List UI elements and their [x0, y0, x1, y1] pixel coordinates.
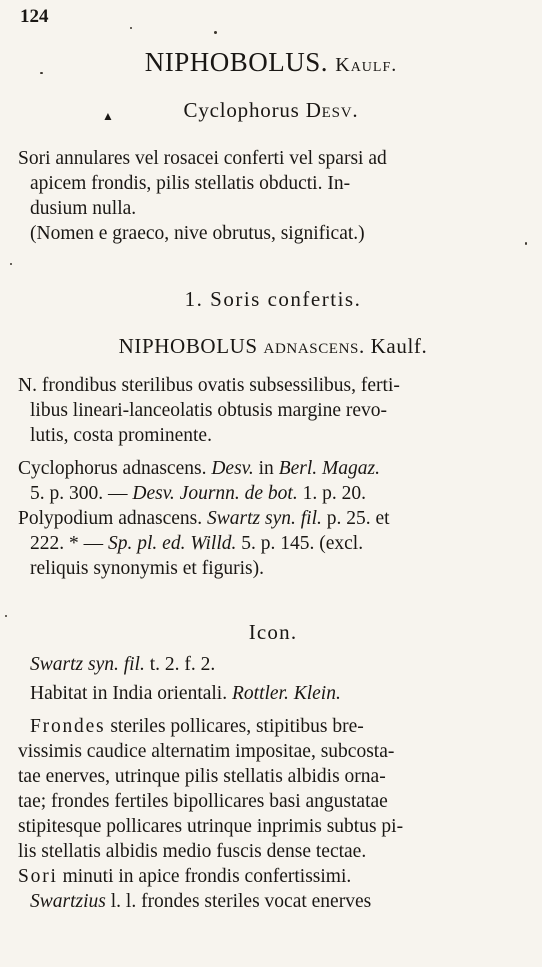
- synonym-joiner: in: [253, 458, 279, 479]
- ink-speck: [5, 615, 7, 617]
- icon-heading: Icon.: [248, 620, 298, 644]
- synonym-citation: 222. * —: [30, 533, 108, 554]
- synonym-work: Desv. Journn. de bot.: [132, 483, 298, 504]
- synonym-name: Cyclophorus adnascens.: [18, 458, 207, 479]
- subgenus-name: Cyclophorus: [183, 98, 300, 122]
- subgenus-author: Desv.: [305, 98, 359, 122]
- icon-reference-line: [18, 652, 528, 677]
- icon-work: Swartz syn. fil.: [30, 654, 145, 675]
- habitat-text-line: [18, 681, 528, 706]
- notes-line: [18, 889, 528, 914]
- synonym-entry-continuation: [18, 481, 528, 506]
- genus-author: Kaulf.: [335, 54, 398, 76]
- synonym-citation: 1. p. 20.: [297, 483, 366, 504]
- subgenus-heading: [0, 98, 542, 123]
- section-heading: 1. Soris confertis.: [184, 287, 362, 311]
- synonym-citation: 5. p. 145. (excl.: [236, 533, 364, 554]
- icon-reference: [18, 652, 528, 677]
- synonymy-list: [18, 456, 528, 581]
- description-line: dusium nulla.: [30, 198, 137, 219]
- notes-line: lis stellatis albidis medio fuscis dense tectae.: [18, 841, 367, 862]
- page-number: 124: [20, 6, 49, 27]
- ink-speck: [525, 242, 527, 245]
- notes-line: [18, 864, 528, 889]
- notes-text: steriles pollicares, stipitibus bre-: [105, 716, 364, 737]
- ink-speck: [214, 31, 217, 34]
- description-line: Sori annulares vel rosacei conferti vel sparsi ad: [18, 148, 387, 169]
- diagnosis-line: libus lineari-lanceolatis obtusis margine revo-: [30, 400, 388, 421]
- description-line: (Nomen e graeco, nive obrutus, significat.): [30, 223, 365, 244]
- ink-speck: [130, 27, 132, 29]
- notes-author: Swartzius: [30, 891, 106, 912]
- ink-speck: [10, 263, 12, 265]
- synonym-work: Berl. Magaz.: [278, 458, 380, 479]
- notes-line: vissimis caudice alternatim impositae, subcosta-: [18, 741, 395, 762]
- notes-text: l. l. frondes steriles vocat enerves: [105, 891, 372, 912]
- synonym-work: Swartz syn. fil.: [207, 508, 322, 529]
- diagnosis-line: lutis, costa prominente.: [30, 425, 212, 446]
- synonym-work: Sp. pl. ed. Willd.: [108, 533, 237, 554]
- notes-line: tae; frondes fertiles bipollicares basi angustatae: [18, 791, 388, 812]
- species-notes: [18, 714, 528, 914]
- synonym-entry-continuation: reliquis synonymis et figuris).: [30, 558, 264, 579]
- description-line: apicem frondis, pilis stellatis obducti. In-: [30, 173, 351, 194]
- genus-name: NIPHOBOLUS.: [144, 47, 328, 77]
- icon-plate: t. 2. f. 2.: [144, 654, 216, 675]
- subgenus-bullet: ▲: [102, 109, 115, 123]
- sori-text: minuti in apice frondis confertissimi.: [57, 866, 352, 887]
- species-epithet: adnascens.: [263, 334, 365, 358]
- species-heading: [18, 334, 528, 359]
- genus-description: [18, 146, 528, 246]
- synonym-author: Desv.: [211, 458, 254, 479]
- genus-heading: [0, 47, 542, 78]
- ink-speck: [40, 72, 43, 74]
- synonym-entry: [18, 506, 528, 531]
- species-diagnosis: [18, 373, 528, 448]
- habitat-collectors: Rottler. Klein.: [231, 683, 341, 704]
- notes-line: stipitesque pollicares utrinque inprimis subtus pi-: [18, 816, 404, 837]
- habitat-text: Habitat in India orientali.: [30, 683, 232, 704]
- synonym-entry: [18, 456, 528, 481]
- synonym-entry-continuation: [18, 531, 528, 556]
- synonym-name: Polypodium adnascens.: [18, 508, 203, 529]
- notes-lead: Frondes: [30, 716, 106, 737]
- sori-lead: Sori: [18, 866, 58, 887]
- notes-line: [18, 714, 528, 739]
- habitat-line: [18, 681, 528, 706]
- diagnosis-line: N. frondibus sterilibus ovatis subsessilibus, ferti-: [18, 375, 400, 396]
- species-genus: NIPHOBOLUS: [118, 334, 258, 358]
- notes-line: tae enerves, utrinque pilis stellatis albidis orna-: [18, 766, 386, 787]
- synonym-citation: 5. p. 300. —: [30, 483, 133, 504]
- species-author: Kaulf.: [370, 334, 428, 358]
- synonym-citation: p. 25. et: [321, 508, 390, 529]
